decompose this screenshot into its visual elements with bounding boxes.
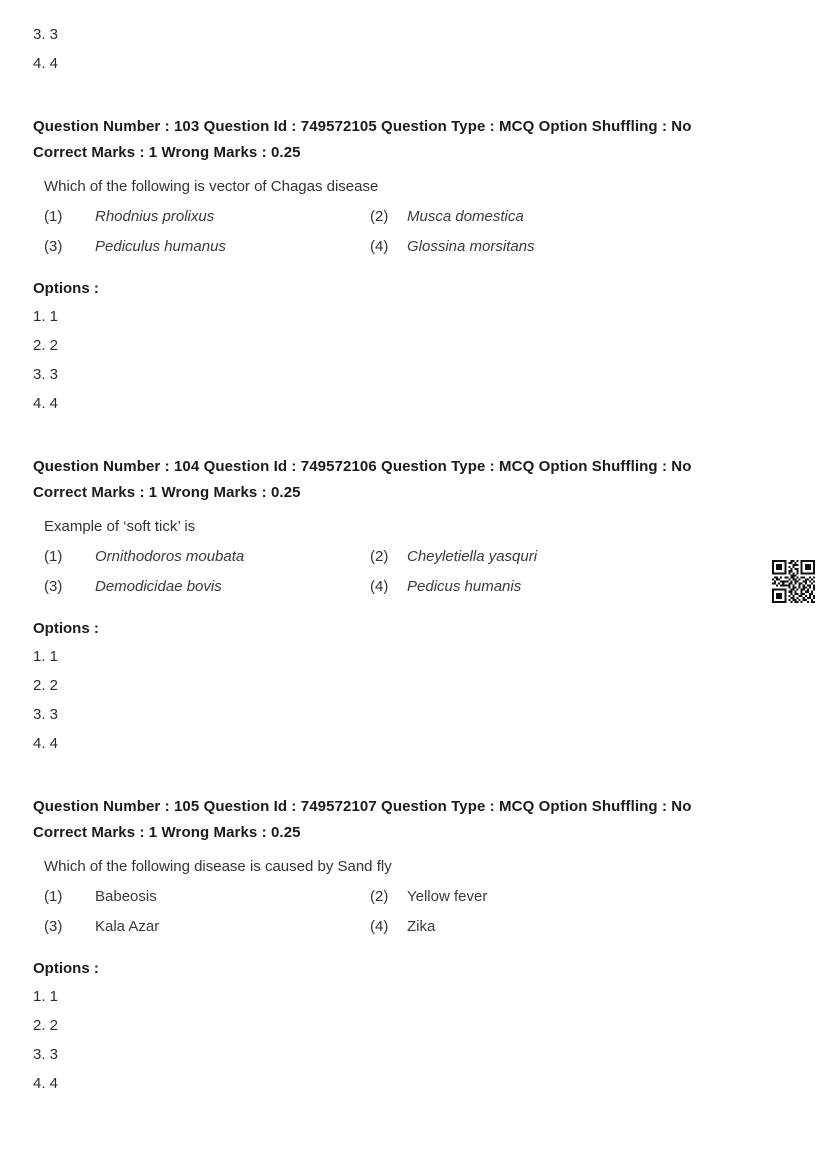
- choice-label: Yellow fever: [407, 888, 488, 905]
- choice-number: (1): [44, 548, 63, 565]
- previous-question-options-list: [33, 20, 812, 78]
- choice-number: (1): [44, 208, 63, 225]
- answer-option: 2. 2: [33, 677, 59, 694]
- question-meta-line1: Question Number : 105 Question Id : 749572107 Question Type : MCQ Option Shuffling : No: [33, 798, 692, 815]
- choice-number: (3): [44, 918, 63, 935]
- answer-option: 1. 1: [33, 988, 59, 1005]
- choice: [370, 912, 812, 942]
- choice-label: Ornithodoros moubata: [95, 548, 245, 565]
- answer-option: 2. 2: [33, 337, 59, 354]
- question-block-105: [33, 794, 812, 1098]
- choice-number: (4): [370, 918, 389, 935]
- question-meta-line1: Question Number : 104 Question Id : 749572106 Question Type : MCQ Option Shuffling : No: [33, 458, 692, 475]
- question-meta-line2: Correct Marks : 1 Wrong Marks : 0.25: [33, 484, 301, 501]
- answer-option: 3. 3: [33, 706, 59, 723]
- question-meta-line2: Correct Marks : 1 Wrong Marks : 0.25: [33, 824, 301, 841]
- choice: [44, 232, 370, 262]
- choice-label: Kala Azar: [95, 918, 160, 935]
- question-block-104: [33, 454, 812, 758]
- choice-number: (2): [370, 548, 389, 565]
- question-text: Which of the following is vector of Chagas disease: [44, 178, 379, 195]
- choice-number: (3): [44, 578, 63, 595]
- question-meta: [33, 454, 812, 506]
- choice: [44, 542, 370, 572]
- answer-options-list: [33, 302, 812, 418]
- choice: [370, 232, 812, 262]
- answer-option: 1. 1: [33, 308, 59, 325]
- choice-label: Cheyletiella yasquri: [407, 548, 538, 565]
- question-meta: [33, 794, 812, 846]
- answer-option: 4. 4: [33, 1075, 59, 1092]
- choice: [370, 542, 812, 572]
- answer-option: 4. 4: [33, 55, 59, 72]
- choice-label: Demodicidae bovis: [95, 578, 222, 595]
- choice: [44, 882, 370, 912]
- answer-options-list: [33, 982, 812, 1098]
- choice-number: (2): [370, 888, 389, 905]
- answer-option: 1. 1: [33, 648, 59, 665]
- choice-label: Zika: [407, 918, 436, 935]
- choice-number: (4): [370, 578, 389, 595]
- choice-number: (1): [44, 888, 63, 905]
- choice: [44, 202, 370, 232]
- question-block-103: [33, 114, 812, 418]
- choice: [370, 572, 812, 602]
- qr-code: [772, 560, 815, 603]
- options-heading: Options :: [33, 960, 99, 977]
- question-meta: [33, 114, 812, 166]
- choice-label: Glossina morsitans: [407, 238, 535, 255]
- answer-option: 4. 4: [33, 395, 59, 412]
- answer-option: 3. 3: [33, 366, 59, 383]
- answer-option: 2. 2: [33, 1017, 59, 1034]
- options-heading: Options :: [33, 620, 99, 637]
- choice-label: Babeosis: [95, 888, 157, 905]
- choice-number: (3): [44, 238, 63, 255]
- choice-label: Rhodnius prolixus: [95, 208, 215, 225]
- choice: [44, 912, 370, 942]
- choice-label: Pediculus humanus: [95, 238, 226, 255]
- choice-number: (2): [370, 208, 389, 225]
- answer-option: 4. 4: [33, 735, 59, 752]
- choice-label: Musca domestica: [407, 208, 524, 225]
- choice-label: Pedicus humanis: [407, 578, 522, 595]
- answer-options-list: [33, 642, 812, 758]
- answer-option: 3. 3: [33, 26, 59, 43]
- question-text: Example of ‘soft tick’ is: [44, 518, 196, 535]
- choice: [370, 202, 812, 232]
- choice-grid: [44, 202, 812, 262]
- choice-grid: [44, 542, 812, 602]
- choice-grid: [44, 882, 812, 942]
- question-meta-line2: Correct Marks : 1 Wrong Marks : 0.25: [33, 144, 301, 161]
- answer-option: 3. 3: [33, 1046, 59, 1063]
- choice: [370, 882, 812, 912]
- choice: [44, 572, 370, 602]
- question-meta-line1: Question Number : 103 Question Id : 749572105 Question Type : MCQ Option Shuffling : No: [33, 118, 692, 135]
- options-heading: Options :: [33, 280, 99, 297]
- choice-number: (4): [370, 238, 389, 255]
- question-text: Which of the following disease is caused by Sand fly: [44, 858, 392, 875]
